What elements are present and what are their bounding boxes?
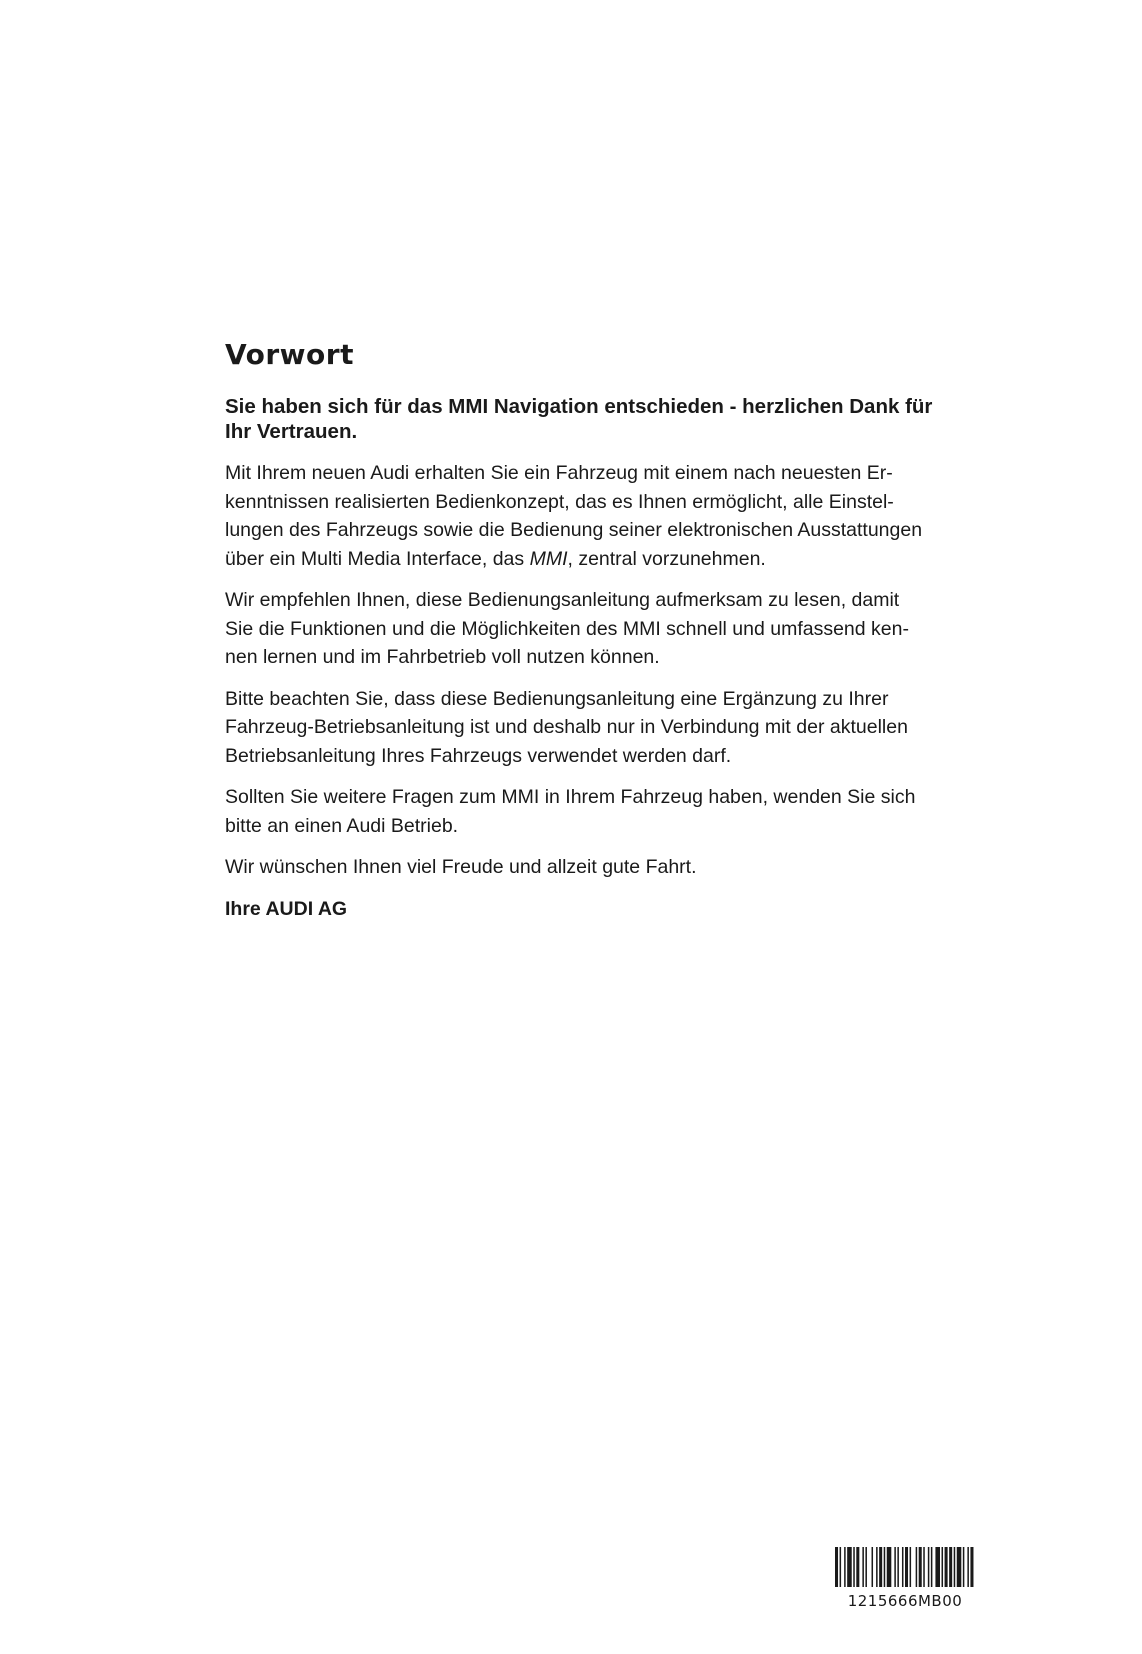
barcode-block (835, 1547, 975, 1610)
barcode-bar (856, 1547, 859, 1587)
barcode-bar (916, 1547, 918, 1587)
barcode-bar (957, 1547, 962, 1587)
barcode-bar (884, 1547, 886, 1587)
barcode-bar (910, 1547, 912, 1587)
barcode-number: 1215666MB00 (847, 1592, 963, 1610)
barcode-bar (876, 1547, 878, 1587)
barcode-bar (894, 1547, 896, 1587)
paragraph-note (225, 685, 985, 771)
paragraph-line: Sie die Funktionen und die Möglichkeiten des MMI schnell und umfassend ken- (225, 617, 909, 640)
barcode-bar (879, 1547, 882, 1587)
paragraph-line-text: , zentral vorzunehmen. (567, 547, 766, 570)
paragraph-line: nen lernen und im Fahrbetrieb voll nutzen können. (225, 646, 660, 668)
barcode-bar (902, 1547, 904, 1587)
paragraph-line: kenntnissen realisierten Bedienkonzept, das es Ihnen ermöglicht, alle Einstel- (225, 490, 894, 513)
barcode-bar (967, 1547, 969, 1587)
barcode-bar (862, 1547, 864, 1587)
paragraph-line: Betriebsanleitung Ihres Fahrzeugs verwendet werden darf. (225, 744, 732, 767)
barcode-bar (919, 1547, 922, 1587)
barcode-bar (954, 1547, 956, 1587)
signature: Ihre AUDI AG (225, 897, 348, 920)
lead-line: Sie haben sich für das MMI Navigation entschieden - herzlichen Dank für (225, 395, 933, 418)
barcode-bar (963, 1547, 965, 1587)
barcode-bar (887, 1547, 892, 1587)
mmi-emphasis: MMI (529, 547, 568, 570)
barcode-bar (970, 1547, 973, 1587)
barcode-bar (923, 1547, 925, 1587)
paragraph-line: Wir wünschen Ihnen viel Freude und allzeit gute Fahrt. (225, 856, 697, 878)
paragraph-intro (225, 459, 985, 573)
foreword-section (225, 338, 985, 923)
paragraph-recommendation (225, 586, 985, 672)
barcode-bar (928, 1547, 930, 1587)
barcode-bar (872, 1547, 874, 1587)
barcode-bar (931, 1547, 933, 1587)
lead-text (225, 394, 985, 444)
paragraph-questions (225, 783, 985, 840)
lead-line: Ihr Vertrauen. (225, 420, 358, 443)
barcode-bar (853, 1547, 855, 1587)
barcode-bar (949, 1547, 952, 1587)
paragraph-line: Fahrzeug-Betriebsanleitung ist und deshalb nur in Verbindung mit der aktuellen (225, 716, 908, 738)
barcode-bar (897, 1547, 899, 1587)
barcode-image (835, 1547, 975, 1587)
barcode-bar (844, 1547, 846, 1587)
barcode-bar (835, 1547, 838, 1587)
paragraph-line: lungen des Fahrzeugs sowie die Bedienung seiner elektronischen Ausstattungen (225, 519, 923, 541)
barcode-bar (840, 1547, 842, 1587)
barcode-bar (935, 1547, 940, 1587)
paragraph-line: Wir empfehlen Ihnen, diese Bedienungsanleitung aufmerksam zu lesen, damit (225, 589, 900, 611)
paragraph-line-text: über ein Multi Media Interface, das (225, 547, 530, 570)
paragraph-line (225, 545, 985, 574)
paragraph-line: Mit Ihrem neuen Audi erhalten Sie ein Fahrzeug mit einem nach neuesten Er- (225, 462, 893, 484)
page-title: Vorwort (225, 338, 354, 371)
barcode-bar (945, 1547, 948, 1587)
paragraph-line: Sollten Sie weitere Fragen zum MMI in Ihrem Fahrzeug haben, wenden Sie sich (225, 786, 916, 808)
barcode-bar (865, 1547, 867, 1587)
paragraph-line: Bitte beachten Sie, dass diese Bedienungsanleitung eine Ergänzung zu Ihrer (225, 687, 889, 710)
barcode-bar (847, 1547, 852, 1587)
barcode-bar (905, 1547, 908, 1587)
paragraph-wishes (225, 853, 985, 882)
paragraph-line: bitte an einen Audi Betrieb. (225, 814, 459, 837)
barcode-bar (942, 1547, 944, 1587)
